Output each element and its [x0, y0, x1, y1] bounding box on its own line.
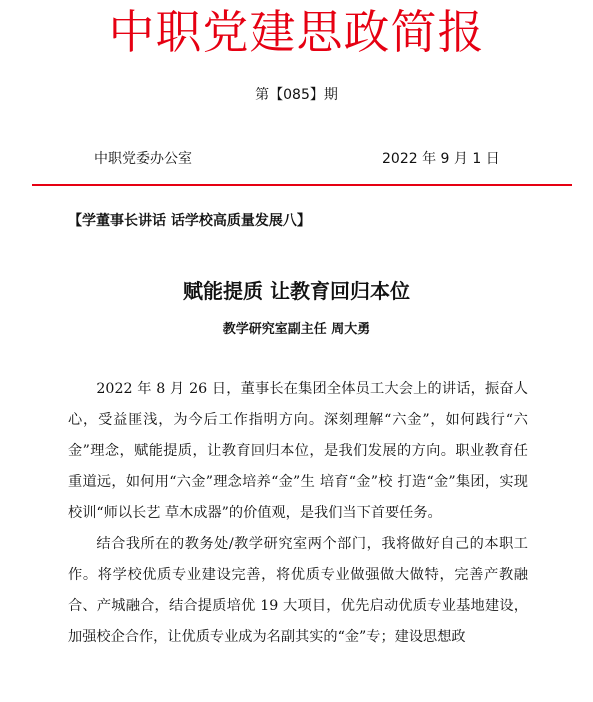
article-byline: 教学研究室副主任 周大勇: [222, 322, 371, 337]
issue-date: 2022 年 9 月 1 日: [382, 151, 500, 167]
article-title: 赋能提质 让教育回归本位: [183, 279, 410, 303]
issuing-office: 中职党委办公室: [94, 151, 192, 167]
red-divider: [32, 184, 572, 186]
column-heading: 【学董事长讲话 话学校高质量发展八】: [68, 213, 311, 229]
masthead-title: 中职党建思政简报: [108, 5, 485, 59]
paragraph: 2022 年 8 月 26 日，董事长在集团全体员工大会上的讲话，振奋人心，受益匪浅，为今后工作指明方向。深刻理解“六金”，如何践行“六金”理念，赋能提质，让教育回归本位，是我们发展的方向。职业教育任重道远，如何用“六金”理念培养“金”生 培育“金”校 打造“金”集团，实现校训“师以长艺 草木成器”的价值观，是我们当下首要任务。: [68, 381, 528, 521]
paragraph: 结合我所在的教务处/教学研究室两个部门，我将做好自己的本职工作。将学校优质专业建设完善，将优质专业做强做大做特，完善产教融合、产城融合，结合提质培优 19 大项目，优先启动优质专业基地建设，加强校企合作，让优质专业成为名副其实的“金”专；建设思想政: [68, 536, 528, 645]
issue-number: 第【085】期: [255, 87, 338, 103]
article-body: [68, 374, 528, 653]
